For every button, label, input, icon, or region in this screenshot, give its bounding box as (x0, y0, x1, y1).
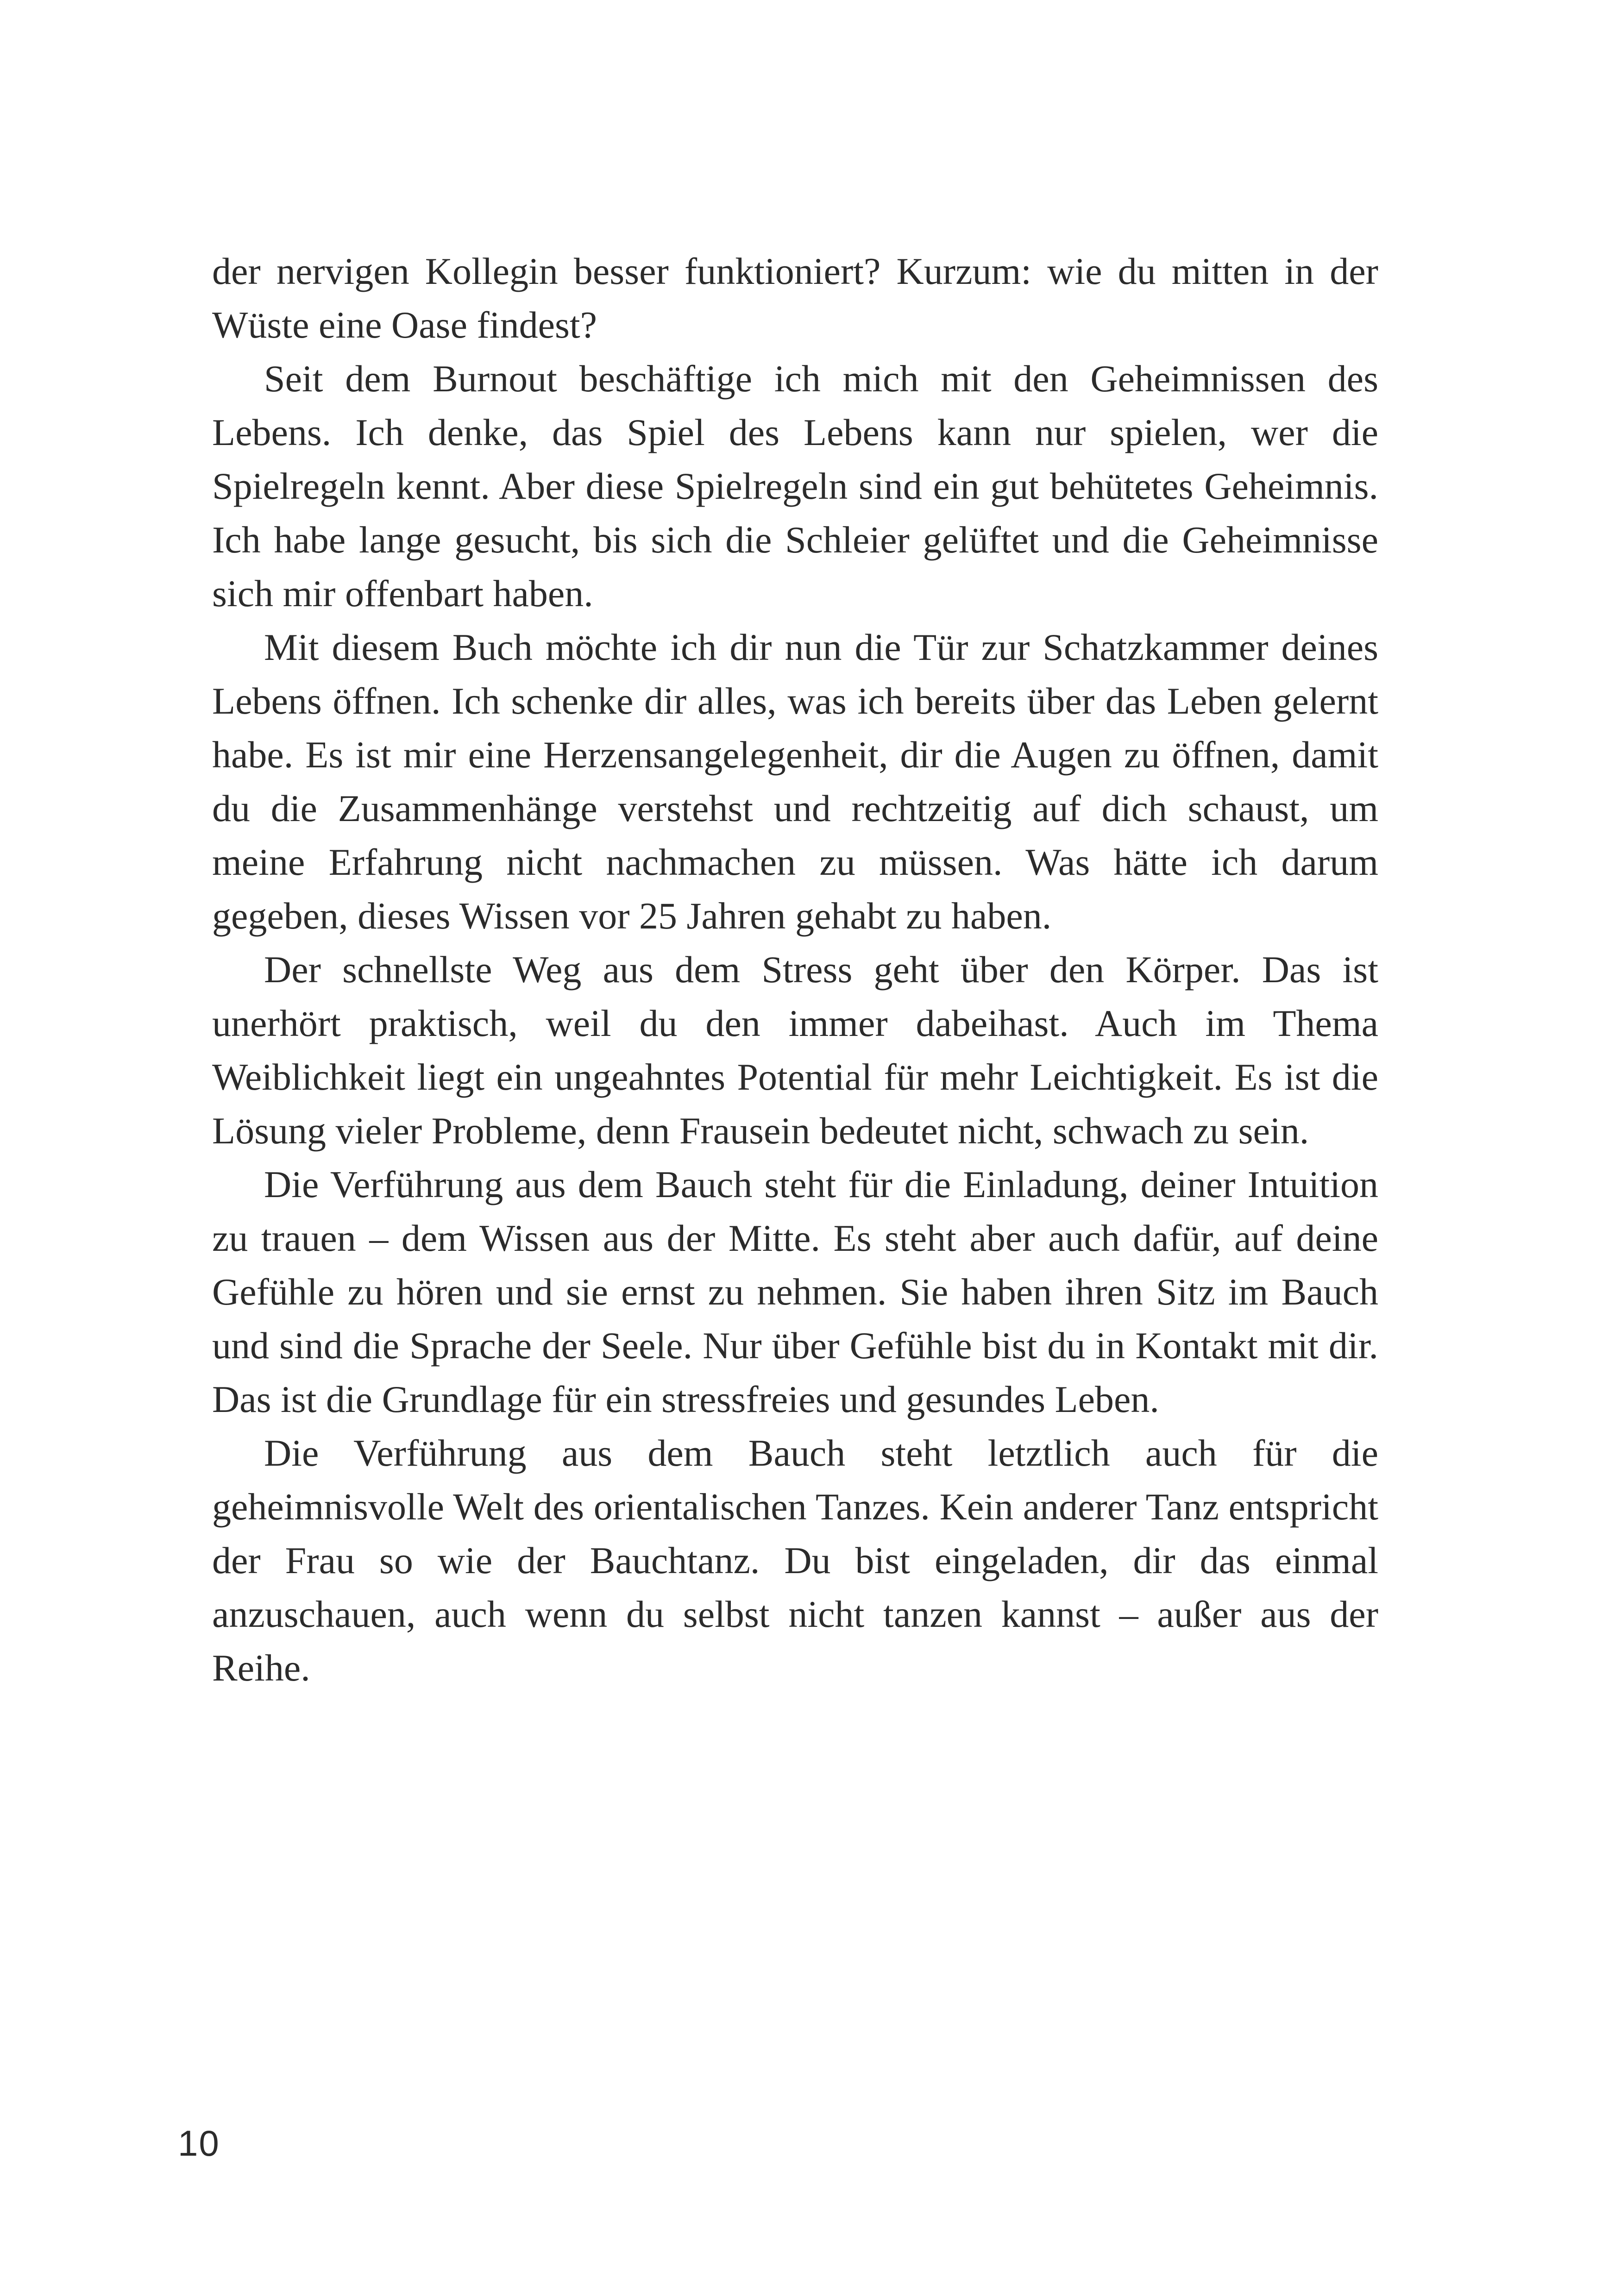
page-number: 10 (178, 2123, 220, 2164)
paragraph-5: Die Verführung aus dem Bauch steht für die Einladung, deiner Intuition zu trauen – dem Wissen aus der Mitte. Es steht aber auch dafür, auf deine Gefühle zu hören und sie ernst zu nehmen. Sie haben ihren Sitz im Bauch und sind die Sprache der Seele. Nur über Gefühle bist du in Kontakt mit dir. Das ist die Grundlage für ein stressfreies und gesundes Leben. (212, 1163, 1378, 1420)
paragraph-2: Seit dem Burnout beschäftige ich mich mit den Geheimnissen des Lebens. Ich denke, das Spiel des Lebens kann nur spielen, wer die Spielregeln kennt. Aber diese Spielregeln sind ein gut behütetes Geheimnis. Ich habe lange gesucht, bis sich die Schleier gelüftet und die Geheimnisse sich mir offenbart haben. (212, 358, 1378, 615)
paragraph-4: Der schnellste Weg aus dem Stress geht über den Körper. Das ist unerhört praktisch, weil du den immer dabeihast. Auch im Thema Weiblichkeit liegt ein ungeahntes Potential für mehr Leichtigkeit. Es ist die Lösung vieler Probleme, denn Frausein bedeutet nicht, schwach zu sein. (212, 948, 1378, 1152)
paragraph-3: Mit diesem Buch möchte ich dir nun die Tür zur Schatzkammer deines Lebens öffnen. Ich schenke dir alles, was ich bereits über das Leben gelernt habe. Es ist mir eine Herzensangelegenheit, dir die Augen zu öffnen, damit du die Zusammenhänge verstehst und rechtzeitig auf dich schaust, um meine Erfahrung nicht nachmachen zu müssen. Was hätte ich darum gegeben, dieses Wissen vor 25 Jahren gehabt zu haben. (212, 626, 1378, 937)
body-text (212, 245, 1378, 1695)
paragraph-6: Die Verführung aus dem Bauch steht letztlich auch für die geheimnisvolle Welt des orientalischen Tanzes. Kein anderer Tanz entspricht der Frau so wie der Bauchtanz. Du bist eingeladen, dir das einmal anzuschauen, auch wenn du selbst nicht tanzen kannst – außer aus der Reihe. (212, 1432, 1378, 1689)
paragraph-1: der nervigen Kollegin besser funktioniert? Kurzum: wie du mitten in der Wüste eine Oase findest? (212, 250, 1378, 346)
